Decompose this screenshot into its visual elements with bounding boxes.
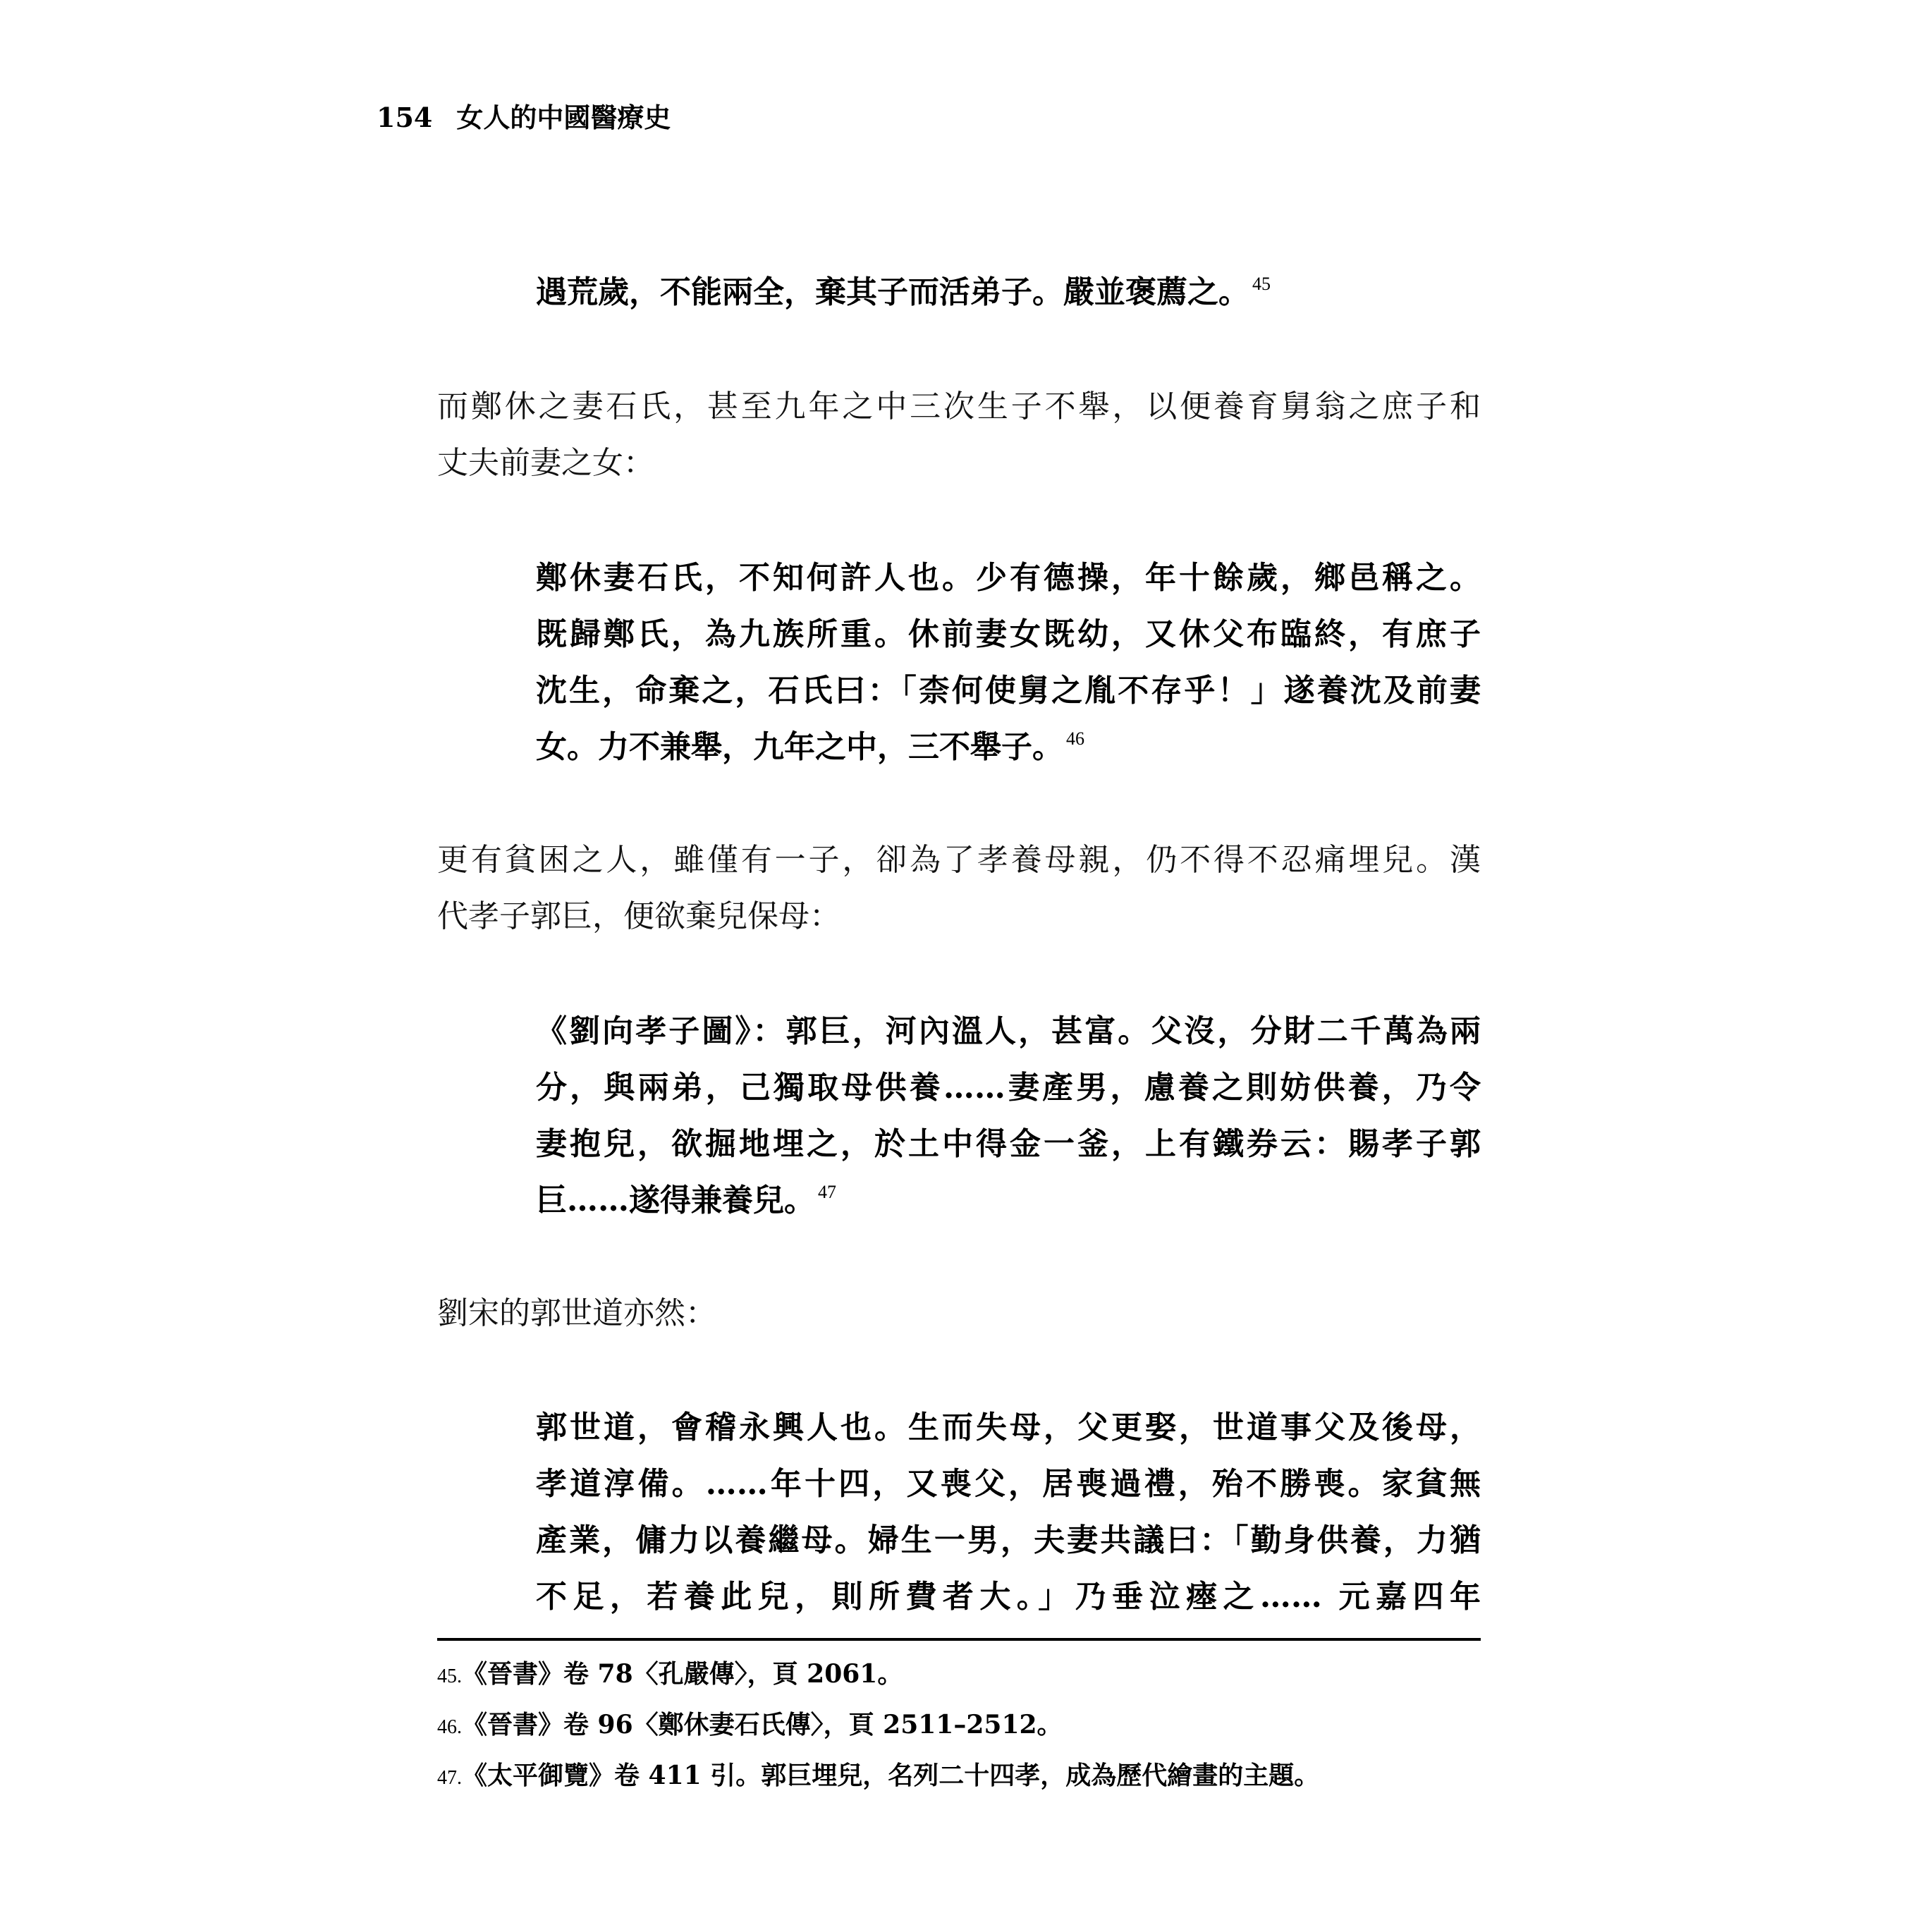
quote-line: 分，與兩弟，己獨取母供養……妻產男，慮養之則妨供養，乃令: [536, 1070, 1481, 1106]
paragraph-guo-ju-intro: [437, 832, 1481, 945]
quote-line: 沈生，命棄之，石氏曰：「柰何使舅之胤不存乎！」遂養沈及前妻: [536, 673, 1481, 709]
footnote-ref-47[interactable]: 47: [818, 1182, 836, 1202]
footnote-ref-46[interactable]: 46: [1066, 728, 1084, 749]
footnote-number: 47.: [437, 1767, 462, 1789]
footnotes: [437, 1650, 1481, 1802]
footnote-text: 《晉書》卷 78〈孔嚴傳〉，頁 2061。: [462, 1659, 903, 1689]
quote-line: 巨……遂得兼養兒。 $^{47}$: [536, 1182, 836, 1218]
quote-line: 女。力不兼舉，九年之中，三不舉子。 $^{46}$: [536, 728, 1084, 765]
quote-line: 《劉向孝子圖》：郭巨，河內溫人，甚富。父沒，分財二千萬為兩: [536, 1013, 1481, 1049]
footnote-45: [437, 1650, 1481, 1701]
quote-line: 郭世道，會稽永興人也。生而失母，父更娶，世道事父及後母，: [536, 1410, 1481, 1445]
footnote-46: [437, 1701, 1481, 1751]
paragraph-guo-shidao-intro: [437, 1285, 1481, 1342]
footnote-text: 《晉書》卷 96〈鄭休妻石氏傳〉，頁 2511–2512。: [462, 1710, 1063, 1740]
block-quote-zheng-xiu-wife: [536, 550, 1481, 776]
page-number: 154: [377, 102, 433, 133]
block-quote-kong-yan: [536, 264, 1481, 321]
paragraph-line: 代孝子郭巨，便欲棄兒保母：: [437, 898, 840, 934]
running-head: [377, 100, 671, 135]
footnote-divider: [437, 1638, 1481, 1641]
quote-line: 產業，傭力以養繼母。婦生一男，夫妻共議曰：「勤身供養，力猶: [536, 1522, 1481, 1558]
book-title: 女人的中國醫療史: [456, 102, 671, 133]
paragraph-line: 更有貧困之人，雖僅有一子，卻為了孝養母親，仍不得不忍痛埋兒。漢: [437, 842, 1481, 878]
quote-line: 遇荒歲，不能兩全，棄其子而活弟子。嚴並褒薦之。 $^{45}$: [536, 274, 1271, 310]
quote-line: 不足，若養此兒，則所費者大。」乃垂泣瘞之…… 元嘉四年: [536, 1579, 1481, 1615]
block-quote-guo-shidao: [536, 1400, 1481, 1625]
quote-line: 既歸鄭氏，為九族所重。休前妻女既幼，又休父布臨終，有庶子: [536, 616, 1481, 652]
footnote-text: 《太平御覽》卷 411 引。郭巨埋兒，名列二十四孝，成為歷代繪畫的主題。: [462, 1761, 1320, 1790]
footnote-47: [437, 1751, 1481, 1802]
quote-line: 孝道淳備。……年十四，又喪父，居喪過禮，殆不勝喪。家貧無: [536, 1466, 1481, 1502]
footnote-number: 46.: [437, 1716, 462, 1738]
paragraph-line: 丈夫前妻之女：: [437, 445, 654, 481]
block-quote-guo-ju: [536, 1003, 1481, 1229]
paragraph-zheng-xiu-intro: [437, 379, 1481, 491]
quote-line: 鄭休妻石氏，不知何許人也。少有德操，年十餘歲，鄉邑稱之。: [536, 560, 1481, 596]
paragraph-line: 劉宋的郭世道亦然：: [437, 1295, 716, 1331]
footnote-number: 45.: [437, 1665, 462, 1687]
quote-line: 妻抱兒，欲掘地埋之，於土中得金一釜，上有鐵券云：賜孝子郭: [536, 1126, 1481, 1162]
paragraph-line: 而鄭休之妻石氏，甚至九年之中三次生子不舉，以便養育舅翁之庶子和: [437, 389, 1481, 424]
footnote-ref-45[interactable]: 45: [1252, 274, 1271, 294]
